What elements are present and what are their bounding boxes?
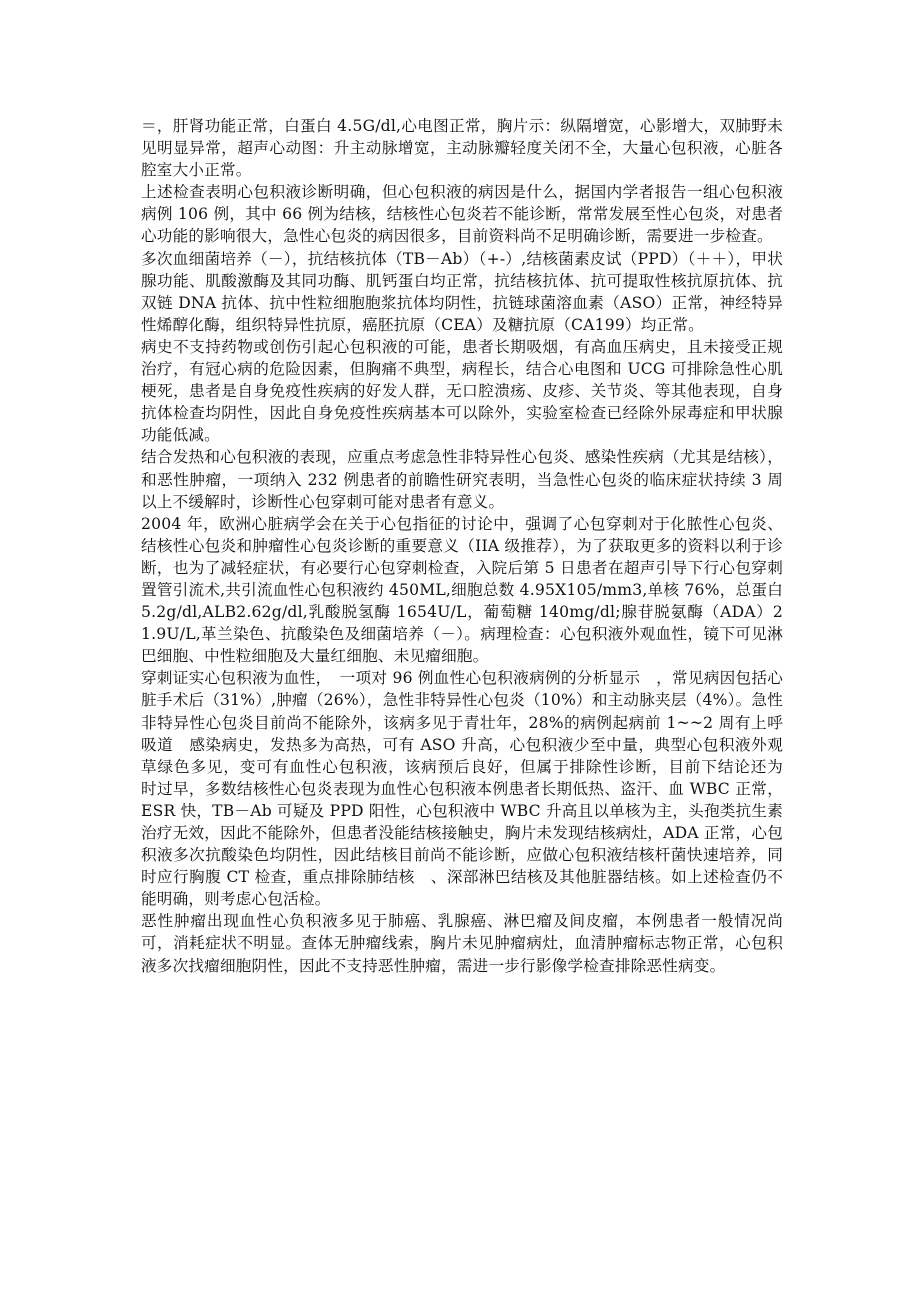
paragraph-etiology-question: 上述检查表明心包积液诊断明确，但心包积液的病因是什么，据国内学者报告一组心包积液病例 106 例，其中 66 例为结核，结核性心包炎若不能诊断，常常发展至性心包炎，对患者心功能的影响很大，急性心包炎的病因很多，目前资料尚不足明确诊断，需要进一步检查。	[141, 183, 783, 246]
paragraph-lab-results-continued: ＝，肝肾功能正常，白蛋白 4.5G/dl,心电图正常，胸片示：纵隔增宽，心影增大，双肺野未见明显异常，超声心动图：升主动脉增宽，主动脉瓣轻度关闭不全，大量心包积液，心脏各腔室大小正常。	[141, 117, 783, 180]
paragraph-differential: 结合发热和心包积液的表现，应重点考虑急性非特异性心包炎、感染性疾病（尤其是结核），和恶性肿瘤，一项纳入 232 例患者的前瞻性研究表明，当急性心包炎的临床症状持续 3 周以上不缓解时，诊断性心包穿刺可能对患者有意义。	[141, 448, 784, 511]
document-body	[141, 115, 799, 977]
paragraph-lab-tests: 多次血细菌培养（－），抗结核抗体（TB－Ab）（+-）,结核菌素皮试（PPD）（＋＋），甲状腺功能、肌酸激酶及其同功酶、肌钙蛋白均正常，抗结核抗体、抗可提取性核抗原抗体、抗双链 DNA 抗体、抗中性粒细胞胞浆抗体均阴性，抗链球菌溶血素（ASO）正常，神经特异性烯醇化酶，组织特异性抗原，癌胚抗原（CEA）及糖抗原（CA199）均正常。	[141, 249, 783, 334]
paragraph-pericardiocentesis: 2004 年，欧洲心脏病学会在关于心包指征的讨论中，强调了心包穿刺对于化脓性心包炎、结核性心包炎和肿瘤性心包炎诊断的重要意义（IIA 级推荐），为了获取更多的资料以利于诊断，也为了减轻症状，有必要行心包穿刺检查，入院后第 5 日患者在超声引导下行心包穿刺置管引流术,共引流血性心包积液约 450ML,细胞总数 4.95X105/mm3,单核 76%，总蛋白 5.2g/dl,ALB2.62g/dl,乳酸脱氢酶 1654U/L，葡萄糖 140mg/dl;腺苷脱氨酶（ADA）21.9U/L,革兰染色、抗酸染色及细菌培养（－）。病理检查：心包积液外观血性，镜下可见淋巴细胞、中性粒细胞及大量红细胞、未见瘤细胞。	[141, 514, 783, 666]
paragraph-bloody-effusion: 穿刺证实心包积液为血性， 一项对 96 例血性心包积液病例的分析显示 ，常见病因包括心脏手术后（31%）,肿瘤（26%），急性非特异性心包炎（10%）和主动脉夹层（4%）。急性非特异性心包炎目前尚不能除外，该病多见于青壮年，28%的病例起病前 1~~2 周有上呼吸道 感染病史，发热多为高热，可有 ASO 升高，心包积液少至中量，典型心包积液外观草绿色多见，变可有血性心包积液，该病预后良好，但属于排除性诊断，目前下结论还为 时过早，多数结核性心包炎表现为血性心包积液本例患者长期低热、盗汗、血 WBC 正常，ESR 快，TB－Ab 可疑及 PPD 阳性，心包积液中 WBC 升高且以单核为主，头孢类抗生素治疗无效，因此不能除外，但患者没能结核接触史，胸片未发现结核病灶，ADA 正常，心包积液多次抗酸染色均阴性，因此结核目前尚不能诊断，应做心包积液结核杆菌快速培养，同时应行胸腹 CT 检查，重点排除肺结核 、深部淋巴结核及其他脏器结核。如上述检查仍不能明确，则考虑心包活检。	[141, 669, 799, 909]
paragraph-history-analysis: 病史不支持药物或创伤引起心包积液的可能，患者长期吸烟，有高血压病史，且未接受正规治疗，有冠心病的危险因素，但胸痛不典型，病程长，结合心电图和 UCG 可排除急性心肌梗死，患者是自身免疫性疾病的好发人群，无口腔溃疡、皮疹、关节炎、等其他表现，自身抗体检查均阴性，因此自身免疫性疾病基本可以除外，实验室检查已经除外尿毒症和甲状腺功能低减。	[141, 337, 783, 445]
paragraph-malignancy: 恶性肿瘤出现血性心负积液多见于肺癌、乳腺癌、淋巴瘤及间皮瘤，本例患者一般情况尚可，消耗症状不明显。查体无肿瘤线索，胸片未见肿瘤病灶，血清肿瘤标志物正常，心包积液多次找瘤细胞阴性，因此不支持恶性肿瘤，需进一步行影像学检查排除恶性病变。	[141, 912, 783, 975]
